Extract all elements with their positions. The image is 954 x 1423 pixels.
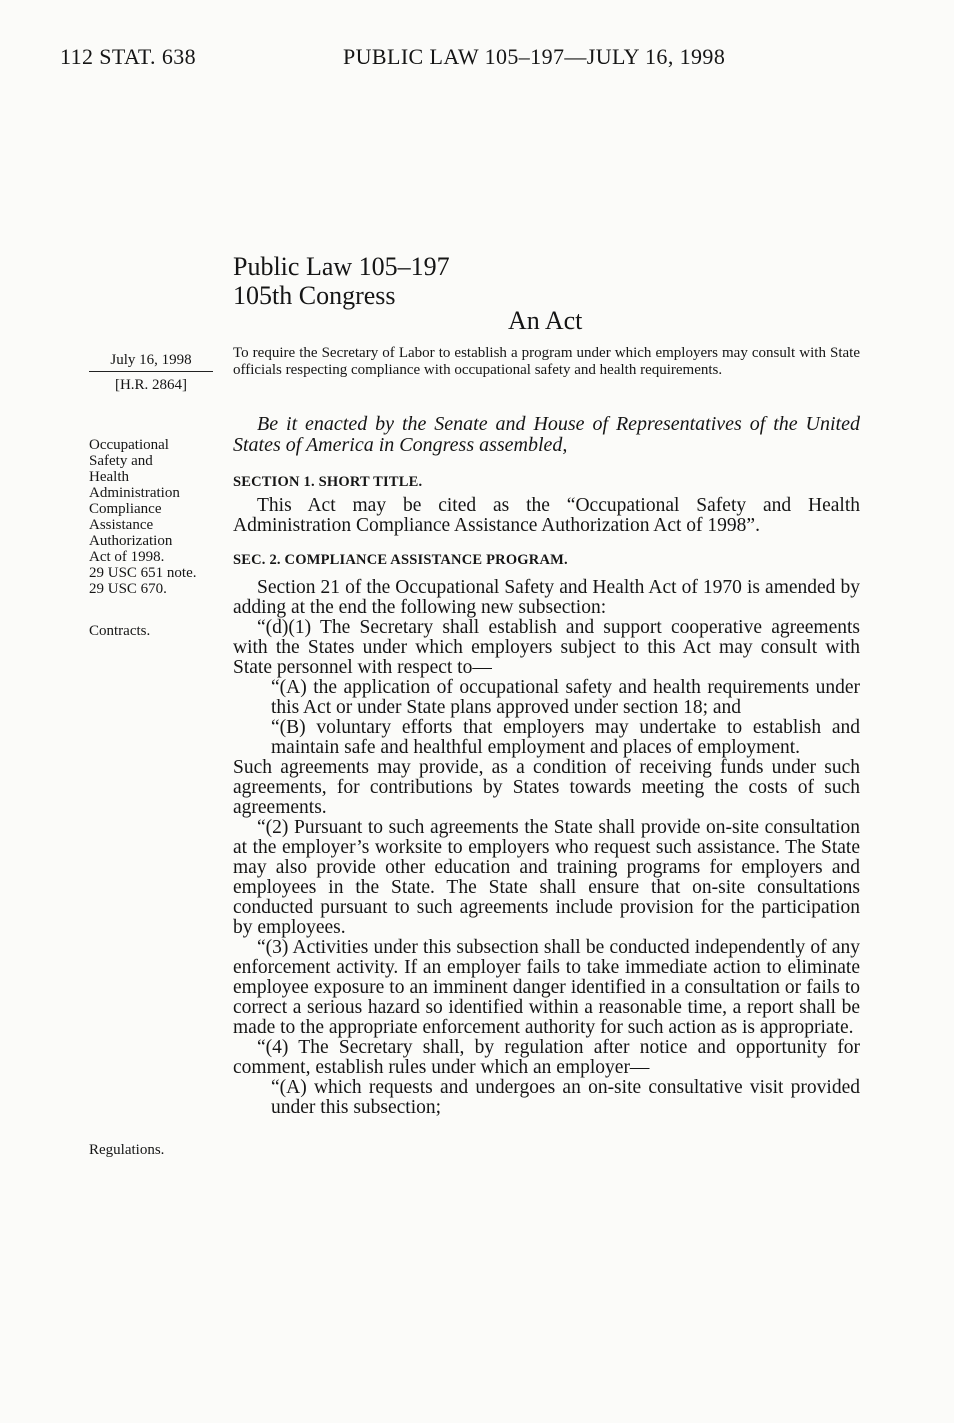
- subsection-d4: “(4) The Secretary shall, by regulation after notice and opportunity for comment, establish rules under which an employer—: [233, 1037, 860, 1078]
- stat-citation: 112 STAT. 638: [60, 44, 197, 69]
- subsection-d2: “(2) Pursuant to such agreements the State shall provide on-site consultation at the employer’s worksite to employers who request such assistance. The State may also provide other education and training programs for employers and employees in the State. The State shall ensure that on-site consultations conducted pursuant to such agreements include provision for the participation by employees.: [233, 817, 860, 938]
- margin-note-line: Occupational: [89, 437, 169, 453]
- subsection-d3: “(3) Activities under this subsection shall be conducted independently of any enforcement activity. If an employer fails to take immediate action to eliminate employee exposure to an imminent danger identified in a consultation or fails to correct a serious hazard so identified within a reasonable time, a report shall be made to the appropriate enforcement authority for such action as is appropriate.: [233, 937, 860, 1038]
- section-2-body: [233, 578, 860, 1118]
- subsection-d1: “(d)(1) The Secretary shall establish and support cooperative agreements with the States under which employers subject to this Act may consult with State personnel with respect to—: [233, 617, 860, 678]
- margin-note-line: Administration: [89, 485, 180, 501]
- section-1-heading: SECTION 1. SHORT TITLE.: [233, 474, 423, 490]
- margin-note-line: 29 USC 670.: [89, 581, 167, 597]
- subsection-d1-a: “(A) the application of occupational safety and health requirements under this Act or under State plans approved under section 18; and: [271, 677, 860, 718]
- act-purpose: To require the Secretary of Labor to establish a program under which employers may consult with State officials respecting compliance with occupational safety and health requirements.: [233, 345, 860, 378]
- margin-note-line: Health: [89, 469, 129, 485]
- subsection-d4-a: “(A) which requests and undergoes an on-site consultative visit provided under this subsection;: [271, 1077, 860, 1118]
- margin-note-line: Assistance: [89, 517, 154, 533]
- margin-short-title-note: [89, 437, 219, 597]
- margin-contracts-note: Contracts.: [89, 623, 151, 639]
- subsection-d1-b: “(B) voluntary efforts that employers may undertake to establish and maintain safe and healthful employment and places of employment.: [271, 717, 860, 758]
- subsection-d1-tail: Such agreements may provide, as a condition of receiving funds under such agreements, for contributions by States towards meeting the costs of such agreements.: [233, 757, 860, 818]
- section-2-intro: Section 21 of the Occupational Safety and Health Act of 1970 is amended by adding at the end the following new subsection:: [233, 577, 860, 618]
- margin-note-line: Compliance: [89, 501, 162, 517]
- congress: 105th Congress: [233, 281, 396, 310]
- margin-note-line: 29 USC 651 note.: [89, 565, 197, 581]
- margin-note-line: Authorization: [89, 533, 173, 549]
- law-heading: [233, 252, 450, 310]
- enacting-clause: Be it enacted by the Senate and House of Representatives of the United States of America in Congress assembled,: [233, 413, 860, 456]
- section-2-heading: SEC. 2. COMPLIANCE ASSISTANCE PROGRAM.: [233, 552, 568, 568]
- section-1-text: This Act may be cited as the “Occupational Safety and Health Administration Compliance Assistance Authorization Act of 1998”.: [233, 495, 860, 536]
- margin-regulations-note: Regulations.: [89, 1142, 165, 1158]
- law-number: Public Law 105–197: [233, 252, 450, 281]
- margin-note-line: Safety and: [89, 453, 153, 469]
- margin-date-block: [89, 352, 213, 393]
- margin-note-line: Act of 1998.: [89, 549, 165, 565]
- bill-number: [H.R. 2864]: [114, 377, 188, 393]
- act-label: An Act: [508, 306, 583, 335]
- page-title: PUBLIC LAW 105–197—JULY 16, 1998: [343, 44, 726, 69]
- enactment-date: July 16, 1998: [89, 352, 213, 372]
